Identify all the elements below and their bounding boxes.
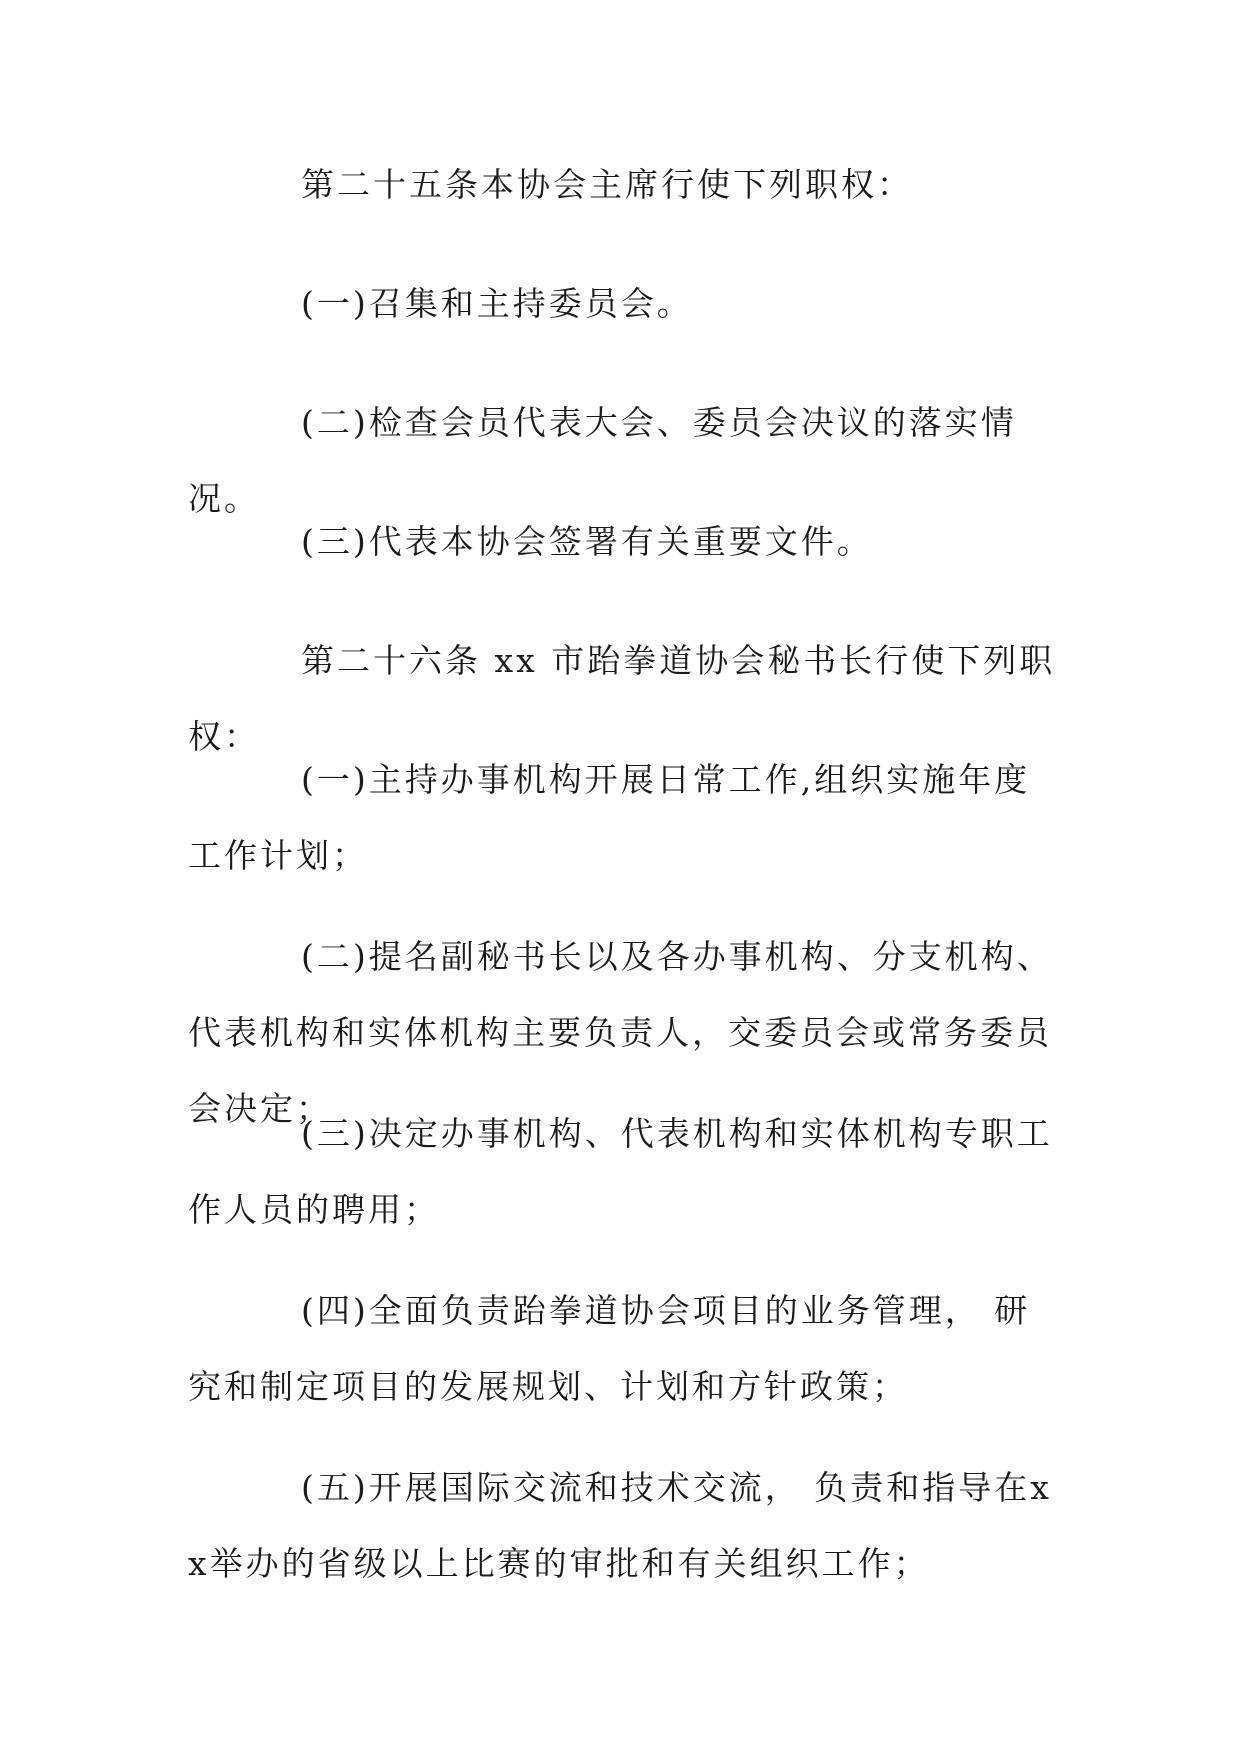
- article-26-item-4: (四)全面负责跆拳道协会项目的业务管理， 研究和制定项目的发展规划、计划和方针政策；: [188, 1291, 1031, 1406]
- article-26-item-5: (五)开展国际交流和技术交流， 负责和指导在xx举办的省级以上比赛的审批和有关组织工作；: [188, 1468, 1052, 1583]
- article-26-item-2: (二)提名副秘书长以及各办事机构、分支机构、代表机构和实体机构主要负责人，交委员会或常务委员会决定；: [188, 937, 1053, 1128]
- article-25-item-2: (二)检查会员代表大会、委员会决议的落实情况。: [188, 403, 1017, 518]
- article-26-item-3: (三)决定办事机构、代表机构和实体机构专职工作人员的聘用；: [188, 1114, 1053, 1229]
- article-26-heading: 第二十六条 xx 市跆拳道协会秘书长行使下列职权：: [188, 641, 1056, 756]
- article-25-item-1: (一)召集和主持委员会。: [301, 284, 693, 323]
- article-25-item-3: (三)代表本协会签署有关重要文件。: [301, 522, 873, 561]
- article-26-item-1: (一)主持办事机构开展日常工作,组织实施年度工作计划；: [188, 760, 1031, 875]
- article-25-heading: 第二十五条本协会主席行使下列职权：: [301, 165, 913, 204]
